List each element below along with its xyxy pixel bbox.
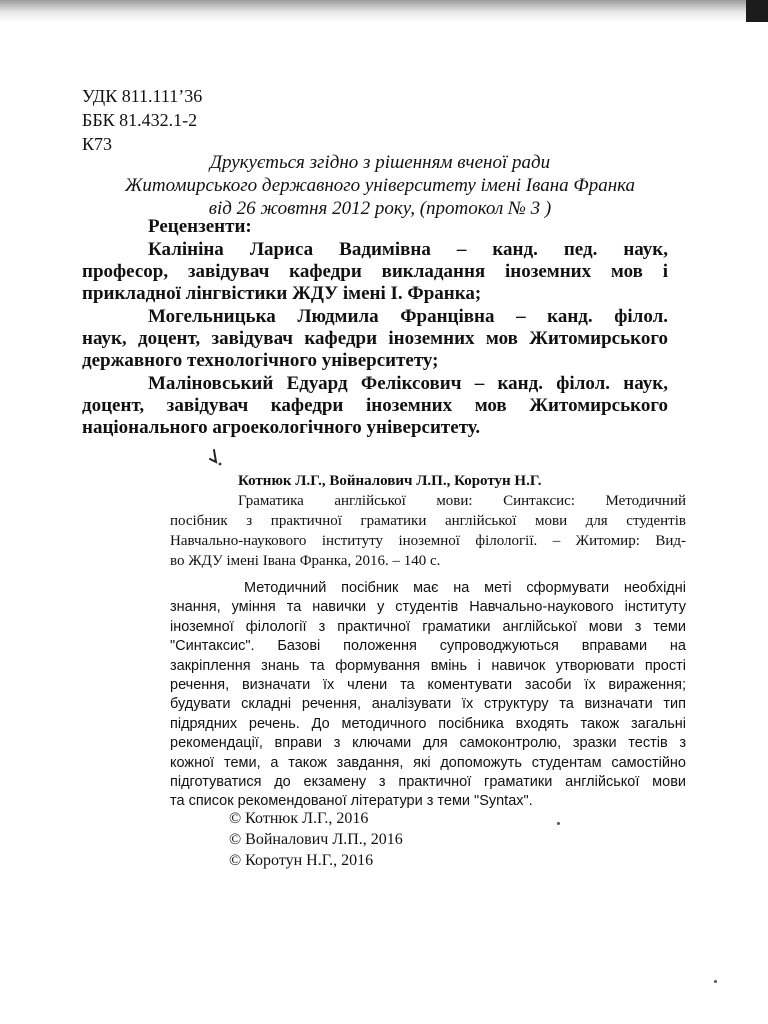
reviewer-name: Могельницька Людмила Францівна xyxy=(148,306,495,327)
reviewer-line: наук, доцент, завідувач кафедри іноземних мов Житомирського xyxy=(82,328,668,349)
catalog-line: Граматика англійської мови: Синтаксис: Методичний xyxy=(238,493,686,509)
reviewer-entry xyxy=(82,239,668,305)
approval-line: Друкується згідно з рішенням вченої ради xyxy=(209,152,551,173)
publication-approval xyxy=(80,151,680,220)
reviewers-heading: Рецензенти: xyxy=(148,216,252,237)
reviewer-name: Калініна Лариса Вадимівна xyxy=(148,239,431,260)
scan-speck xyxy=(557,822,560,825)
annotation-line: підрядних речень. До методичного посібника входять також загальні xyxy=(170,715,686,732)
reviewer-first-line xyxy=(82,373,668,395)
pen-mark-icon xyxy=(206,448,226,468)
udk-code: УДК 811.111’36 xyxy=(82,86,203,106)
annotation-line: іноземної філології з практичної граматики англійської мови з теми xyxy=(170,618,686,635)
copyright-line: © Коротун Н.Г., 2016 xyxy=(229,852,374,869)
reviewer-name: Маліновський Едуард Феліксович xyxy=(148,373,462,394)
annotation-line: та список рекомендованої літератури з теми "Syntax". xyxy=(170,793,533,810)
copyright-notices xyxy=(229,808,403,871)
annotation-line: знання, уміння та навички у студентів Навчально-наукового інституту xyxy=(170,599,686,616)
reviewer-first-line xyxy=(82,239,668,261)
bbk-code: ББК 81.432.1-2 xyxy=(82,110,198,130)
author-mark: К73 xyxy=(82,134,113,154)
reviewer-entry xyxy=(82,306,668,372)
approval-line: Житомирського державного університету імені Івана Франка xyxy=(124,175,636,196)
scan-speck xyxy=(714,980,717,983)
annotation-line: кожної теми, а також завдання, які допоможуть студентам самостійно xyxy=(170,754,686,771)
annotation-line: підготуватися до екзамену з практичної граматики англійської мови xyxy=(170,774,686,791)
reviewers-section xyxy=(82,216,668,439)
copyright-line: © Войналович Л.П., 2016 xyxy=(229,831,403,848)
reviewer-title: – канд. філол. наук, xyxy=(474,373,668,394)
annotation-line: "Синтаксис". Базові положення супроводжуються вправами на xyxy=(170,638,686,655)
catalog-line: Навчально-наукового інституту іноземної філології. – Житомир: Вид- xyxy=(170,533,686,549)
reviewer-line: національного агроекологічного університету. xyxy=(82,417,481,438)
annotation-line: закріплення знань та формування вмінь і навичок утворювати прості xyxy=(170,657,686,674)
reviewer-entry xyxy=(82,373,668,439)
reviewer-title: – канд. філол. xyxy=(516,306,668,327)
reviewer-line: доцент, завідувач кафедри іноземних мов Житомирського xyxy=(82,395,668,416)
annotation-line: Методичний посібник має на меті сформувати необхідні xyxy=(244,580,686,596)
annotation-line: будувати складні речення, аналізувати їх структуру та визначати тип xyxy=(170,696,686,713)
reviewer-line: прикладної лінгвістики ЖДУ імені І. Франка; xyxy=(82,283,482,304)
catalog-line: во ЖДУ імені Івана Франка, 2016. – 140 с. xyxy=(170,553,441,569)
copyright-line: © Котнюк Л.Г., 2016 xyxy=(229,810,369,827)
approval-line: від 26 жовтня 2012 року, (протокол № 3 ) xyxy=(208,198,552,219)
catalog-authors: Котнюк Л.Г., Войналович Л.П., Коротун Н.Г. xyxy=(238,473,542,489)
catalog-record xyxy=(170,471,686,571)
reviewer-title: – канд. пед. наук, xyxy=(456,239,669,260)
reviewer-line: професор, завідувач кафедри викладання іноземних мов і xyxy=(82,261,668,282)
annotation-paragraph xyxy=(170,579,686,812)
scan-top-edge xyxy=(0,0,768,22)
annotation-line: речення, визначати їх члени та коментувати засоби їх вираження; xyxy=(170,677,686,694)
reviewer-first-line xyxy=(82,306,668,328)
reviewer-line: державного технологічного університету; xyxy=(82,350,439,371)
scan-corner-shadow xyxy=(746,0,768,22)
catalog-line: посібник з практичної граматики англійської мови для студентів xyxy=(170,513,686,529)
classification-codes xyxy=(82,84,202,156)
annotation-line: рекомендації, вправи з ключами для самоконтролю, зразки тестів з xyxy=(170,735,686,752)
